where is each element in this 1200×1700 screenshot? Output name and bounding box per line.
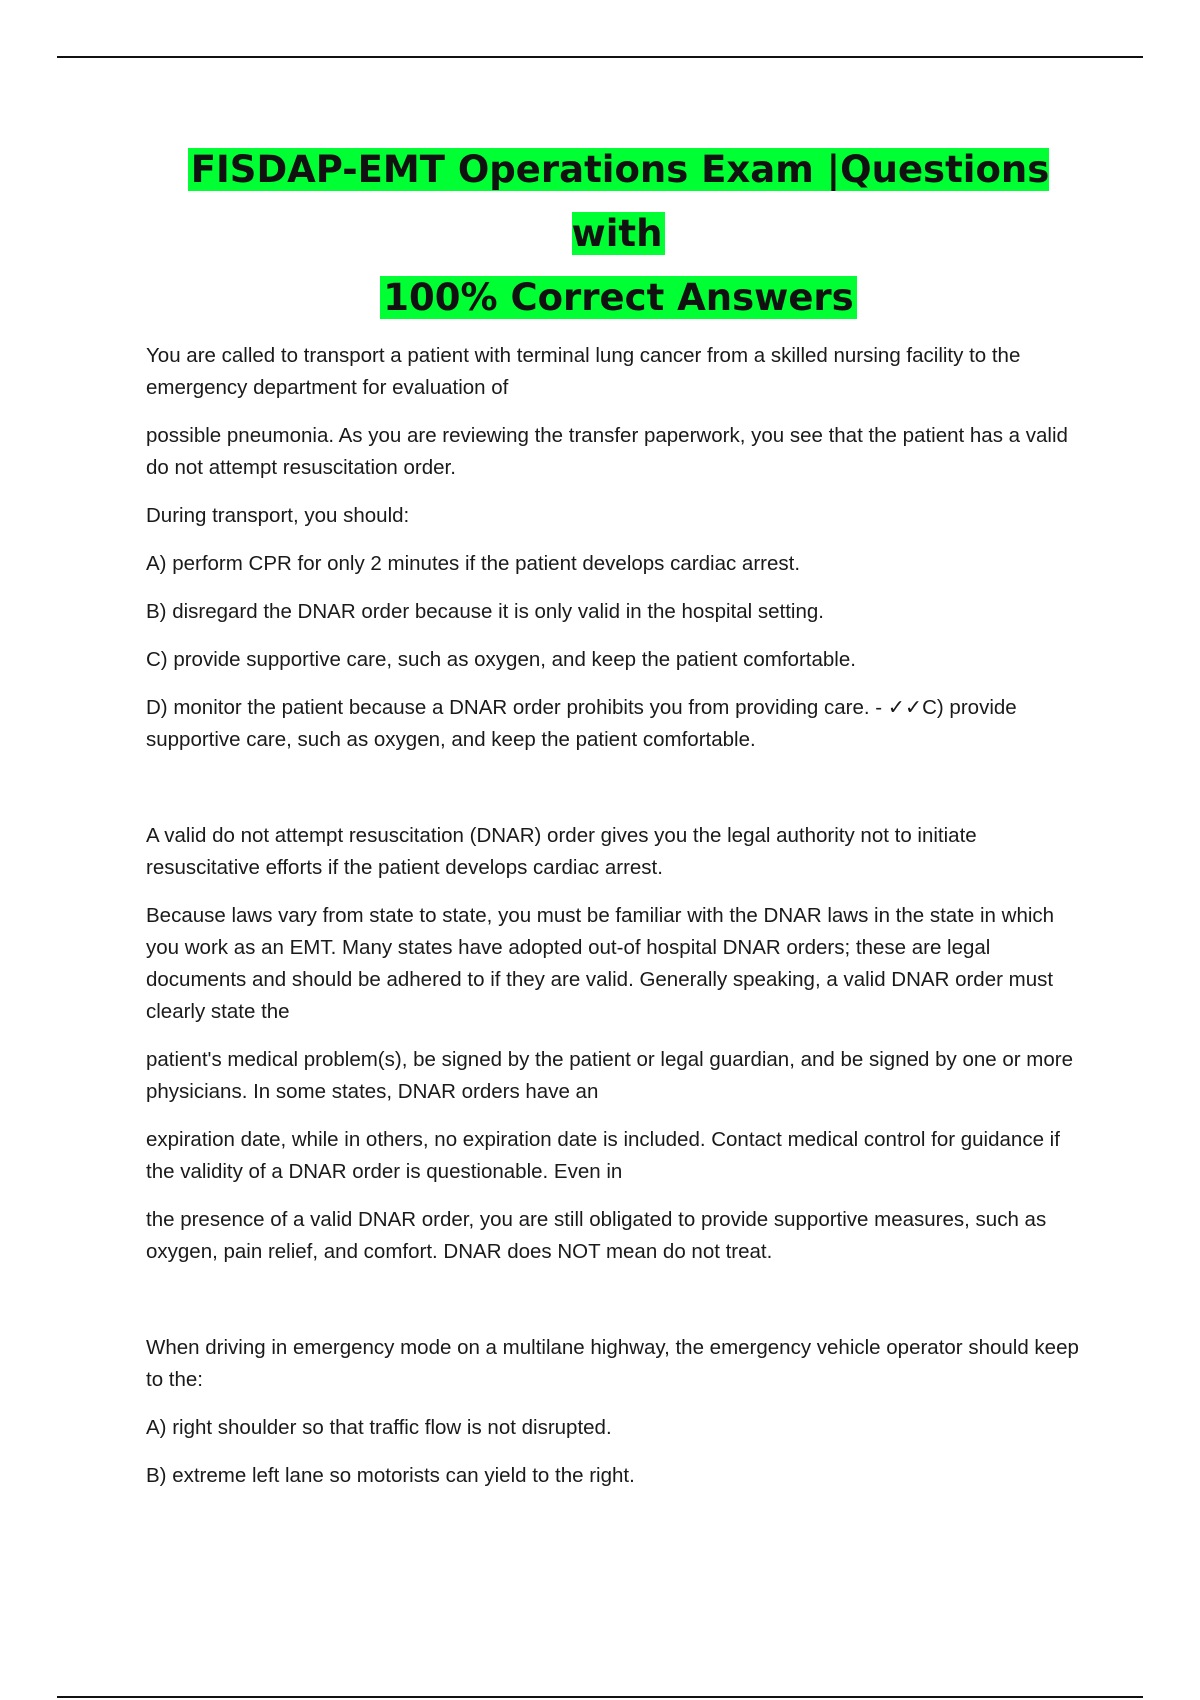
section-spacer <box>146 1284 1091 1332</box>
question-1-option-d-answer: D) monitor the patient because a DNAR order prohibits you from providing care. - ✓✓C) provide supportive care, such as oxygen, and keep the patient comfortable. <box>146 696 1017 751</box>
question-1-option-a: A) perform CPR for only 2 minutes if the patient develops cardiac arrest. <box>146 552 801 575</box>
explanation-paragraph: patient's medical problem(s), be signed by the patient or legal guardian, and be signed by one or more physicians. In some states, DNAR orders have an <box>146 1048 1073 1103</box>
question-1-paragraph: You are called to transport a patient with terminal lung cancer from a skilled nursing facility to the emergency department for evaluation of <box>146 344 1021 399</box>
title-line-1: FISDAP-EMT Operations Exam |Questions with <box>188 148 1049 255</box>
question-1-prompt: During transport, you should: <box>146 504 410 527</box>
section-spacer <box>146 772 1091 820</box>
document-title <box>146 138 1091 330</box>
question-2-option-a: A) right shoulder so that traffic flow is not disrupted. <box>146 1416 612 1439</box>
question-1-option-b: B) disregard the DNAR order because it is only valid in the hospital setting. <box>146 600 824 623</box>
question-2-option-b: B) extreme left lane so motorists can yield to the right. <box>146 1464 635 1487</box>
document-body <box>146 138 1091 1508</box>
top-rule <box>57 56 1143 58</box>
bottom-rule <box>57 1696 1143 1698</box>
explanation-paragraph: Because laws vary from state to state, you must be familiar with the DNAR laws in the state in which you work as an EMT. Many states have adopted out-of hospital DNAR orders; these are legal documents and should be adhered to if they are valid. Generally speaking, a valid DNAR order must clearly state the <box>146 904 1055 1023</box>
question-1-option-c: C) provide supportive care, such as oxygen, and keep the patient comfortable. <box>146 648 856 671</box>
explanation-paragraph: expiration date, while in others, no expiration date is included. Contact medical control for guidance if the validity of a DNAR order is questionable. Even in <box>146 1128 1060 1183</box>
title-line-2: 100% Correct Answers <box>380 276 856 319</box>
explanation-paragraph: A valid do not attempt resuscitation (DNAR) order gives you the legal authority not to initiate resuscitative efforts if the patient develops cardiac arrest. <box>146 824 977 879</box>
explanation-paragraph: the presence of a valid DNAR order, you are still obligated to provide supportive measures, such as oxygen, pain relief, and comfort. DNAR does NOT mean do not treat. <box>146 1208 1047 1263</box>
question-1-paragraph: possible pneumonia. As you are reviewing the transfer paperwork, you see that the patient has a valid do not attempt resuscitation order. <box>146 424 1068 479</box>
question-2-prompt: When driving in emergency mode on a multilane highway, the emergency vehicle operator should keep to the: <box>146 1336 1079 1391</box>
